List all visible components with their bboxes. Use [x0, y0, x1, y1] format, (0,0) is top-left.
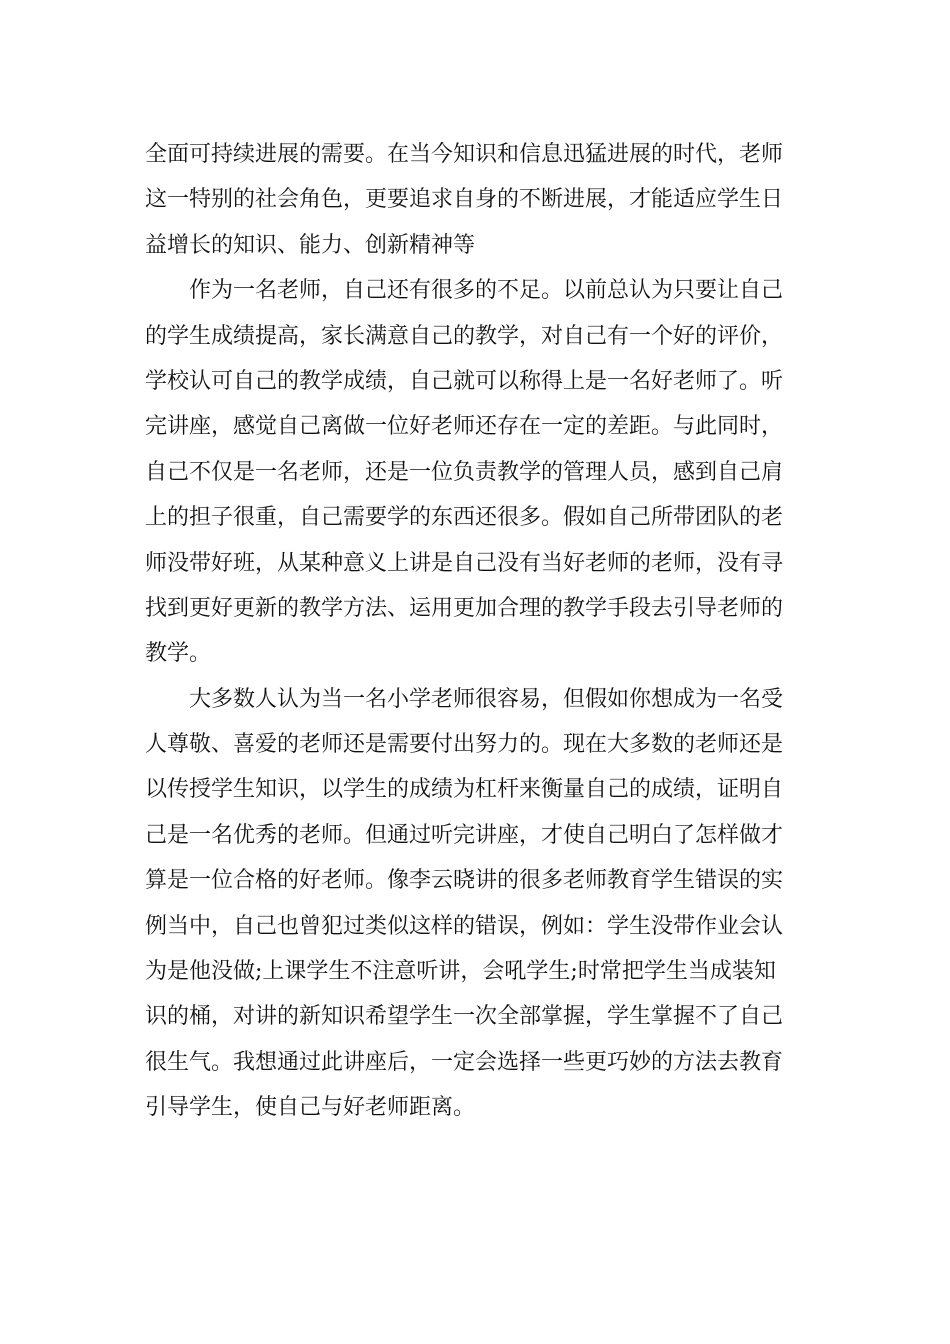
- paragraph-line: 找到更好更新的教学方法、运用更加合理的教学手段去引导老师的: [145, 595, 784, 621]
- paragraph-3: [145, 677, 813, 1131]
- paragraph-line: 人尊敬、喜爱的老师还是需要付出努力的。现在大多数的老师还是: [145, 732, 784, 758]
- document-body: [145, 132, 813, 1131]
- paragraph-line: 识的桶，对讲的新知识希望学生一次全部掌握，学生掌握不了自己: [145, 1004, 784, 1030]
- paragraph-line: 完讲座，感觉自己离做一位好老师还存在一定的差距。与此同时，: [145, 414, 784, 440]
- paragraph-line: 学校认可自己的教学成绩，自己就可以称得上是一名好老师了。听: [145, 368, 784, 394]
- paragraph-line: 益增长的知识、能力、创新精神等: [145, 232, 476, 258]
- paragraph-line: 教学。: [145, 641, 212, 667]
- paragraph-line: 为是他没做;上课学生不注意听讲，会吼学生;时常把学生当成装知: [145, 959, 776, 985]
- paragraph-line: 这一特别的社会角色，更要追求自身的不断进展，才能适应学生日: [145, 187, 784, 213]
- paragraph-line: 很生气。我想通过此讲座后，一定会选择一些更巧妙的方法去教育: [145, 1049, 784, 1075]
- paragraph-line: 自己不仅是一名老师，还是一位负责教学的管理人员，感到自己肩: [145, 459, 784, 485]
- paragraph-line: 算是一位合格的好老师。像李云晓讲的很多老师教育学生错误的实: [145, 868, 784, 894]
- paragraph-line: 师没带好班，从某种意义上讲是自己没有当好老师的老师，没有寻: [145, 550, 784, 576]
- paragraph-line: 作为一名老师，自己还有很多的不足。以前总认为只要让自己: [189, 278, 784, 304]
- paragraph-1: [145, 132, 813, 268]
- paragraph-line: 上的担子很重，自己需要学的东西还很多。假如自己所带团队的老: [145, 505, 784, 531]
- paragraph-line: 引导学生，使自己与好老师距离。: [145, 1095, 476, 1121]
- paragraph-line: 大多数人认为当一名小学老师很容易，但假如你想成为一名受: [189, 686, 784, 712]
- paragraph-line: 例当中，自己也曾犯过类似这样的错误，例如：学生没带作业会认: [145, 913, 784, 939]
- paragraph-2: [145, 268, 813, 677]
- paragraph-line: 以传授学生知识，以学生的成绩为杠杆来衡量自己的成绩，证明自: [145, 777, 784, 803]
- paragraph-line: 己是一名优秀的老师。但通过听完讲座，才使自己明白了怎样做才: [145, 822, 784, 848]
- paragraph-line: 的学生成绩提高，家长满意自己的教学，对自己有一个好的评价，: [145, 323, 784, 349]
- paragraph-line: 全面可持续进展的需要。在当今知识和信息迅猛进展的时代，老师: [145, 142, 784, 167]
